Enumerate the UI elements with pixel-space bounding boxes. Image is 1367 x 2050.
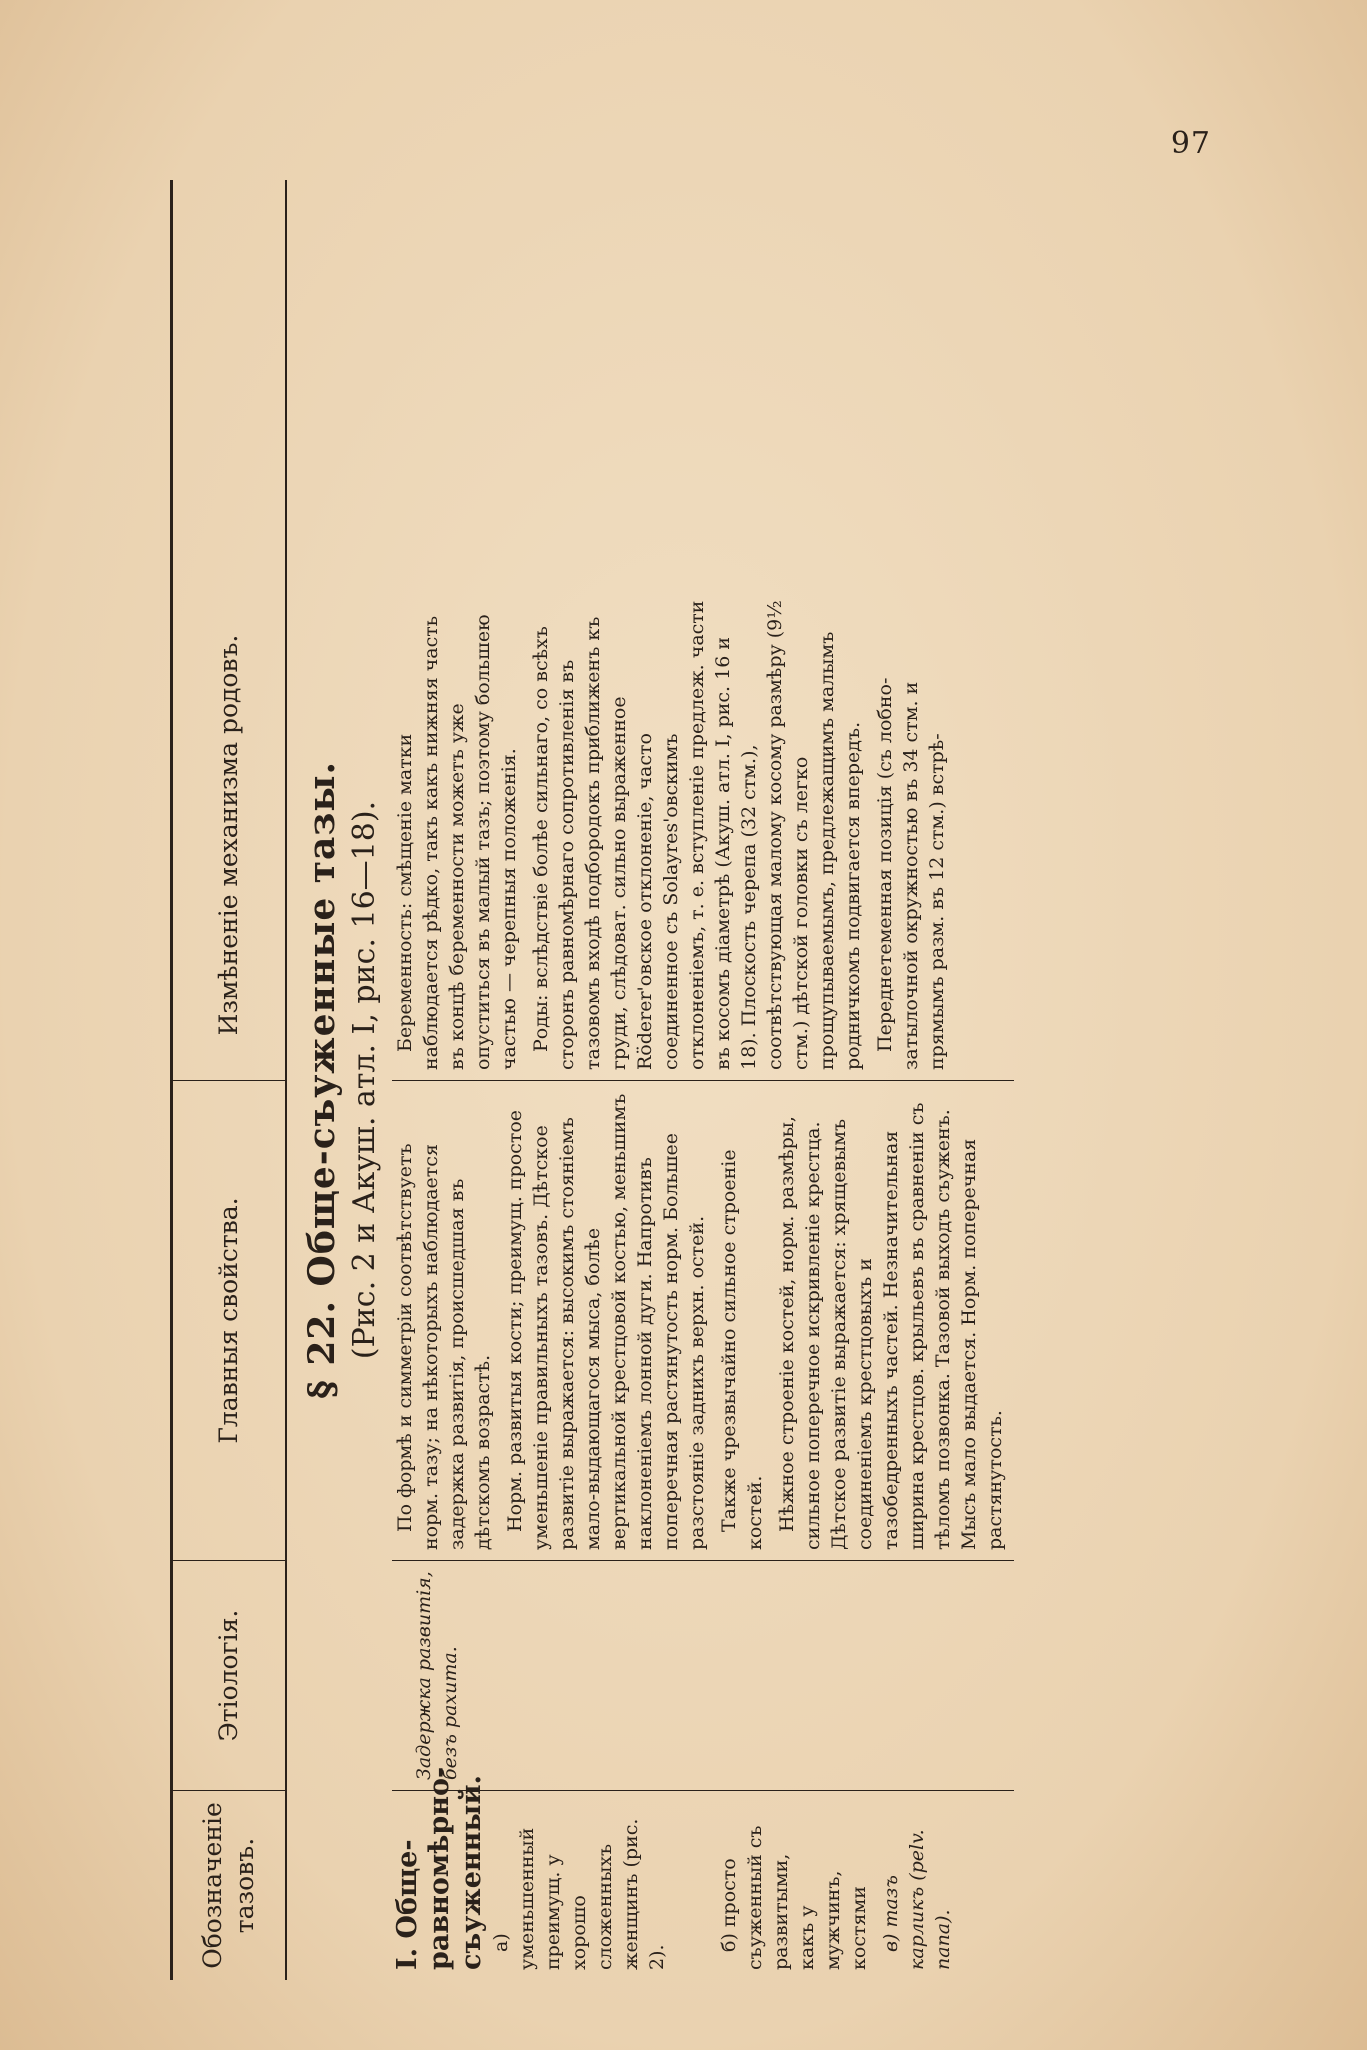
- rotated-table: [170, 180, 1170, 1980]
- variant-a: а) уменьшенный преимущ. у хорошо сложенныхъ женщинъ (рис. 2).: [490, 1818, 668, 1970]
- header-mechanism: Измѣненіе механизма родовъ.: [214, 634, 243, 1036]
- mechanism-p3: Переднетеменная позиція (съ лобно-затылочной окружностью въ 34 стм. и прямымъ разм. въ 12 стм.) встрѣ-: [874, 677, 948, 1070]
- header-properties: Главныя свойства.: [173, 1080, 285, 1560]
- column-properties: [392, 1080, 1014, 1560]
- mechanism-p1: Беременность: смѣщеніе матки наблюдается рѣдко, такъ какъ нижняя часть въ концѣ беременности можетъ уже опуститься въ малый тазъ; поэтому большею частью — черепныя положенія.: [394, 614, 520, 1070]
- section-title: § 22. Обще-съуженные тазы.: [301, 761, 343, 1399]
- mechanism-p2: Роды: вслѣдствіе болѣе сильнаго, со всѣхъ сторонъ равномѣрнаго сопротивленія въ тазовомъ входѣ подбородокъ приближенъ къ груди, слѣдоват. сильно выраженное Röderer'овское отклоненіе, часто соединенное съ Solayres'овскимъ отклоненіемъ, т. е. вступленіе предлеж. части въ косомъ діаметрѣ (Акуш. атл. I, рис. 16 и 18). Плоскость черепа (32 стм.), соотвѣтствующая малому косому размѣру (9½ стм.) дѣтской головки съ легко прощупываемымъ, предлежащимъ малымъ родничкомъ подвигается впередъ.: [530, 600, 864, 1070]
- variant-b: б) просто съуженный съ развитыми, какъ у мужчинъ, костями: [718, 1825, 870, 1970]
- variant-c: в) тазъ карликъ (pelv. nana).: [880, 1829, 954, 1970]
- section-subtitle: (Рис. 2 и Акуш. атл. I, рис. 16—18).: [347, 800, 382, 1360]
- properties-p2: Норм. развитыя кости; преимущ. простое уменьшеніе правильныхъ тазовъ. Дѣтское развитіе выражается: высокимъ стояніемъ мало-выдающагося мыса, болѣе вертикальной крестцовой костью, меньшимъ наклоненіемъ лонной дуги. Напротивъ поперечная растянутость норм. Большее разстояніе заднихъ верхн. остей.: [504, 1093, 708, 1550]
- properties-p1: По формѣ и симметріи соотвѣтствуетъ норм. тазу; на нѣкоторыхъ наблюдается задержка развитія, происшедшая въ дѣтскомъ возрастѣ.: [394, 1143, 494, 1550]
- pelvis-type-title: I. Обще-равномѣрно-съуженный.: [392, 1766, 487, 1970]
- header-designation: Обозначеніе тазовъ.: [173, 1790, 285, 1980]
- table-body: [392, 180, 1014, 1980]
- column-mechanism: [392, 590, 1014, 1080]
- table-header-row: [170, 180, 287, 1980]
- properties-p4: Нѣжное строеніе костей, норм. размѣры, сильное поперечное искривленіе крестца. Дѣтское развитіе выражается: хрящевымъ соединеніемъ крестцовыхъ и тазобедренныхъ частей. Незначительная ширина крестцов. крыльевъ въ сравненіи съ тѣломъ позвонка. Тазовой выходъ съуженъ. Мысъ мало выдается. Норм. поперечная растянутость.: [776, 1102, 1006, 1550]
- header-etiology: Этіологія.: [173, 1560, 285, 1790]
- etiology-text: Задержка развитія, безъ рахита.: [413, 1571, 461, 1780]
- page-number: 97: [1170, 126, 1211, 161]
- properties-p3: Также чрезвычайно сильное строеніе костей.: [718, 1149, 766, 1550]
- column-etiology: [392, 1560, 1014, 1790]
- column-designation: [392, 1766, 1014, 1980]
